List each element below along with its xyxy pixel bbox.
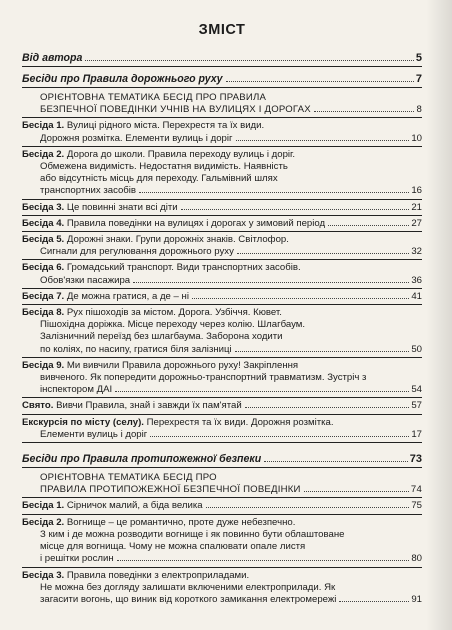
toc-entry-talk-2	[22, 149, 422, 161]
entry-text: Рух пішоходів за містом. Дорога. Узбіччя. Кювет.	[66, 307, 282, 319]
toc-entry	[22, 594, 422, 606]
divider	[22, 66, 422, 67]
dot-leader	[206, 507, 410, 508]
divider	[22, 397, 422, 398]
toc-entry-author	[22, 52, 422, 65]
toc-line: вивченого. Як попередити дорожньо-транспортний травматизм. Зустріч з	[40, 372, 367, 384]
page-number: 57	[411, 400, 422, 412]
dot-leader	[245, 407, 410, 408]
page-number: 7	[415, 73, 422, 85]
toc-entry	[22, 104, 422, 116]
entry-text: БЕЗПЕЧНОЇ ПОВЕДІНКИ УЧНІВ НА ВУЛИЦЯХ І ДОРОГАХ	[40, 104, 311, 116]
toc-entry-talk-6	[22, 262, 422, 274]
dot-leader	[264, 461, 408, 462]
page-number: 32	[411, 246, 422, 258]
page-number: 16	[411, 185, 422, 197]
entry-text: Вивчи Правила, знай і завжди їх пам'ятай	[56, 400, 242, 412]
entry-text: Сигнали для регулювання дорожнього руху	[40, 246, 234, 258]
toc-entry	[22, 484, 422, 496]
entry-text: Сірничок малий, а біда велика	[66, 500, 203, 512]
entry-label: Бесіда 8.	[22, 307, 65, 319]
page-number: 8	[416, 104, 422, 116]
divider	[22, 304, 422, 305]
toc-entry-excursion	[22, 417, 422, 429]
toc-entry-talk-9	[22, 360, 422, 372]
dot-leader	[235, 351, 410, 352]
dot-leader	[314, 111, 415, 112]
entry-label: Бесіда 1.	[22, 120, 65, 132]
divider	[22, 117, 422, 118]
page-number: 73	[409, 453, 422, 466]
entry-label: Бесіда 3.	[22, 569, 65, 581]
divider	[22, 288, 422, 289]
dot-leader	[339, 601, 409, 602]
entry-label: Бесіда 4.	[22, 217, 65, 229]
dot-leader	[328, 225, 409, 226]
entry-label: Свято.	[22, 400, 54, 412]
page-number: 17	[411, 428, 422, 440]
entry-text: інспектором ДАІ	[40, 384, 113, 396]
toc-entry	[22, 553, 422, 565]
dot-leader	[237, 253, 409, 254]
entry-text: загасити вогонь, що виник від короткого замикання електромережі	[40, 593, 337, 605]
entry-text: Дорожні знаки. Групи дорожніх знаків. Світлофор.	[66, 234, 289, 246]
toc-entry-talk-8	[22, 307, 422, 319]
dot-leader	[181, 209, 410, 210]
toc-line: Пішохідна доріжка. Місце переходу через колію. Шлагбаум.	[40, 319, 306, 331]
page-number: 5	[415, 52, 422, 64]
page-number: 21	[411, 201, 422, 213]
entry-label: Бесіда 6.	[22, 262, 65, 274]
dot-leader	[139, 192, 409, 193]
toc-section-traffic	[22, 73, 422, 86]
entry-label: Екскурсія по місту (селу).	[22, 416, 144, 428]
page-edge-shadow	[426, 0, 452, 630]
toc-entry-holiday	[22, 400, 422, 412]
entry-text: Обов'язки пасажира	[40, 274, 131, 286]
toc-entry-talk-4	[22, 218, 422, 230]
toc-entry-fire-talk-2	[22, 517, 422, 529]
entry-text: Де можна гратися, а де – ні	[66, 290, 189, 302]
entry-text: Громадський транспорт. Види транспортних засобів.	[66, 262, 301, 274]
entry-label: Бесіда 9.	[22, 359, 65, 371]
page-number: 54	[411, 384, 422, 396]
dot-leader	[85, 60, 414, 61]
entry-label: Бесіда 2.	[22, 516, 65, 528]
toc-line: ОРІЄНТОВНА ТЕМАТИКА БЕСІД ПРО	[40, 472, 217, 484]
toc-entry	[22, 185, 422, 197]
entry-text: Вулиці рідного міста. Перехрестя та їх види.	[66, 120, 265, 132]
dot-leader	[133, 282, 409, 283]
divider	[22, 414, 422, 415]
page-number: 41	[411, 290, 422, 302]
page-title: ЗМІСТ	[198, 22, 246, 38]
page-number: 74	[410, 484, 422, 496]
dot-leader	[192, 298, 409, 299]
entry-text: Перехрестя та їх види. Дорожня розмітка.	[146, 416, 334, 428]
toc-entry	[22, 133, 422, 145]
toc-entry-talk-3	[22, 202, 422, 214]
toc-line: Залізничний переїзд без шлагбаума. Заборона ходити	[40, 331, 283, 343]
entry-label: Від автора	[22, 52, 83, 64]
page-number: 75	[411, 500, 422, 512]
toc-line: місце для вогнища. Чому не можна спалювати опале листя	[40, 541, 306, 553]
table-of-contents	[22, 22, 422, 606]
entry-label: Бесіда 3.	[22, 201, 65, 213]
toc-line: або відсутність місць для переходу. Гальмівний шлях	[40, 173, 278, 185]
entry-text: Це повинні знати всі діти	[66, 201, 178, 213]
dot-leader	[226, 81, 414, 82]
entry-text: Правила поведінки з електроприладами.	[66, 569, 250, 581]
divider	[22, 259, 422, 260]
page-number: 80	[411, 553, 422, 565]
entry-text: і решітки рослин	[40, 553, 114, 565]
toc-entry	[22, 344, 422, 356]
toc-entry-talk-5	[22, 234, 422, 246]
divider	[22, 467, 422, 468]
page-number: 50	[411, 343, 422, 355]
entry-label: Бесіда 5.	[22, 234, 65, 246]
dot-leader	[236, 140, 410, 141]
divider	[22, 497, 422, 498]
toc-line: ОРІЄНТОВНА ТЕМАТИКА БЕСІД ПРО ПРАВИЛА	[40, 92, 267, 103]
section-title: Бесіди про Правила дорожнього руху	[22, 73, 223, 85]
toc-entry-fire-talk-1	[22, 500, 422, 512]
toc-entry	[22, 429, 422, 441]
page-number: 36	[411, 274, 422, 286]
toc-entry-talk-1	[22, 120, 422, 132]
entry-text: Дорожня розмітка. Елементи вулиць і доріг	[40, 132, 233, 144]
divider	[22, 514, 422, 515]
divider	[22, 146, 422, 147]
toc-entry-fire-talk-3	[22, 570, 422, 582]
toc-section-fire	[22, 453, 422, 466]
section-title: Бесіди про Правила протипожежної безпеки	[22, 453, 262, 466]
divider	[22, 567, 422, 568]
toc-line: З ким і де можна розводити вогнище і як повинно бути облаштоване	[40, 528, 345, 540]
divider	[22, 442, 422, 443]
dot-leader	[117, 560, 410, 561]
toc-entry	[22, 384, 422, 396]
entry-text: транспортних засобів	[40, 185, 137, 197]
divider	[22, 357, 422, 358]
toc-line: Не можна без догляду залишати включеними електроприлади. Як	[40, 581, 336, 593]
entry-label: Бесіда 7.	[22, 290, 65, 302]
dot-leader	[304, 491, 409, 492]
entry-label: Бесіда 1.	[22, 500, 65, 512]
entry-text: ПРАВИЛА ПРОТИПОЖЕЖНОЇ БЕЗПЕЧНОЇ ПОВЕДІНКИ	[40, 484, 301, 496]
entry-text: Вогнище – це романтично, проте дуже небезпечно.	[66, 516, 296, 528]
page-number: 10	[411, 132, 422, 144]
dot-leader	[115, 391, 409, 392]
page-number: 91	[411, 593, 422, 605]
divider	[22, 231, 422, 232]
toc-entry	[22, 246, 422, 258]
entry-text: Елементи вулиць і доріг	[40, 428, 148, 440]
entry-text: по коліях, по насипу, гратися біля залізниці	[40, 343, 232, 355]
divider	[22, 215, 422, 216]
entry-text: Дорога до школи. Правила переходу вулиць і доріг.	[66, 148, 296, 160]
entry-text: Ми вивчили Правила дорожнього руху! Закріплення	[66, 359, 299, 371]
toc-entry-talk-7	[22, 291, 422, 303]
entry-label: Бесіда 2.	[22, 148, 65, 160]
page-number: 27	[411, 217, 422, 229]
dot-leader	[150, 436, 409, 437]
toc-line: Обмежена видимість. Недостатня видимість. Наявність	[40, 161, 288, 173]
toc-entry	[22, 275, 422, 287]
divider	[22, 199, 422, 200]
divider	[22, 87, 422, 88]
entry-text: Правила поведінки на вулицях і дорогах у зимовий період	[66, 217, 326, 229]
